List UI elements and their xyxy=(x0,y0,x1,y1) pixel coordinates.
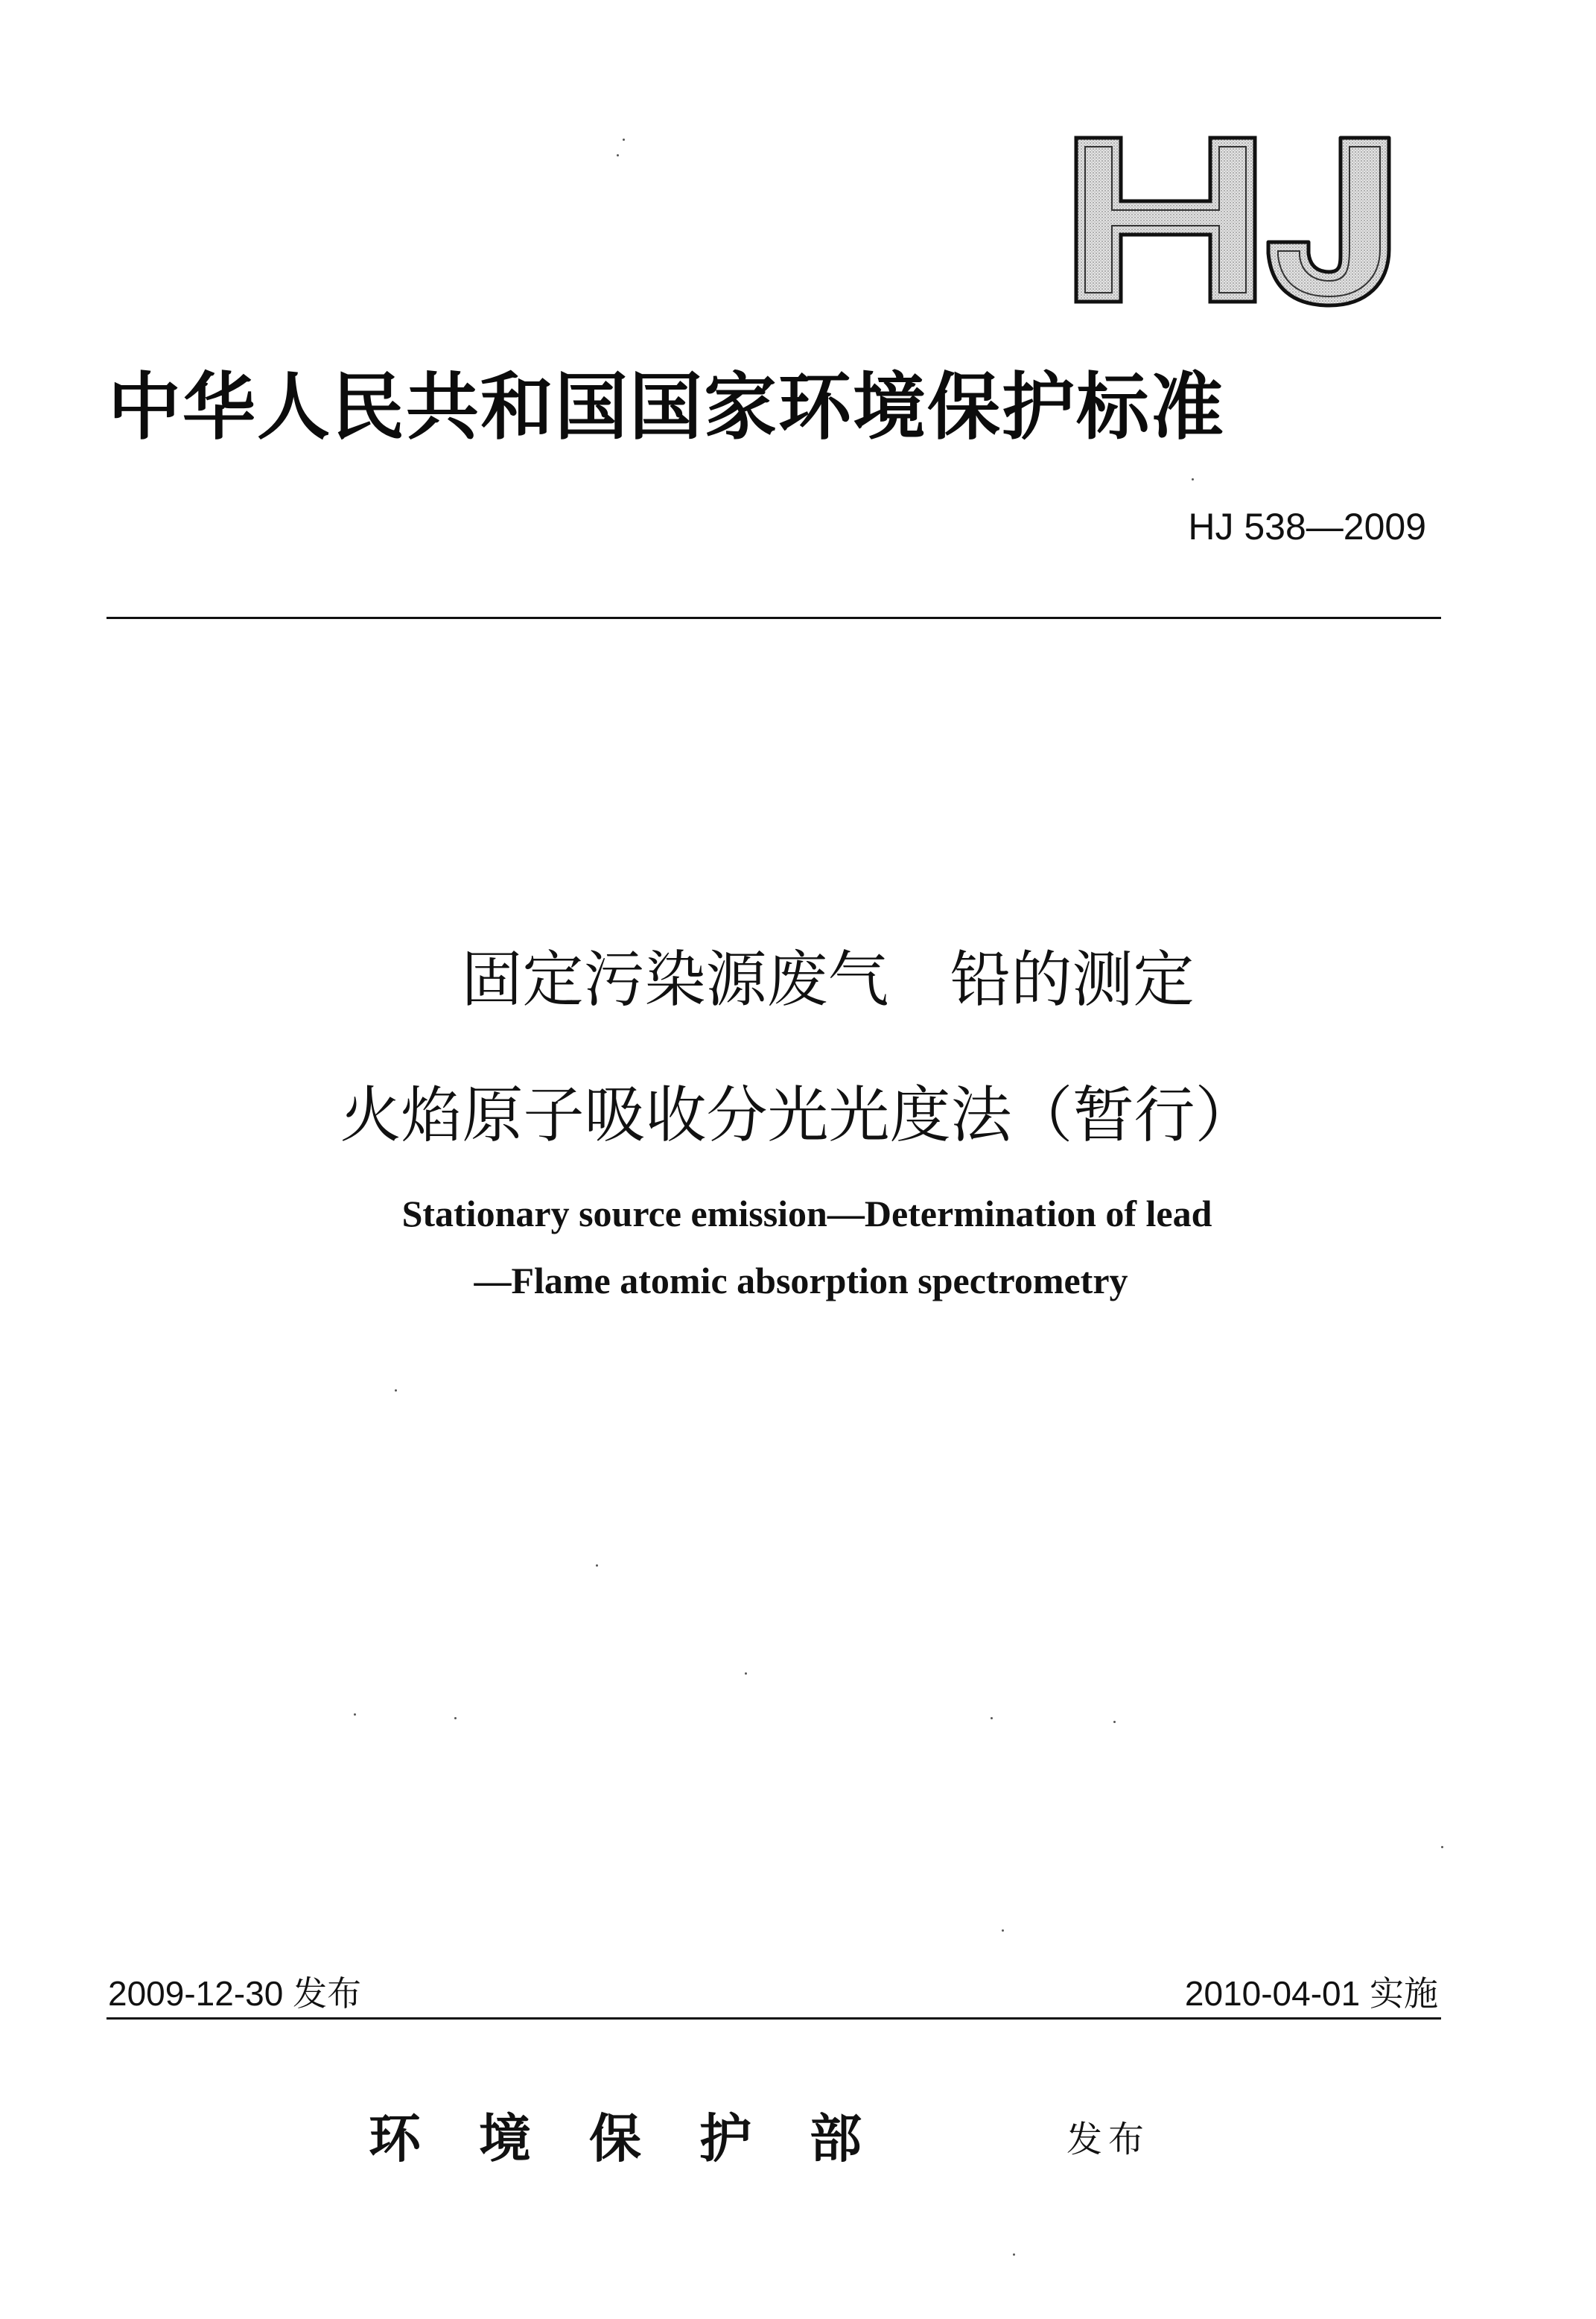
scan-speck xyxy=(354,1713,356,1716)
scan-speck xyxy=(745,1672,747,1675)
top-divider xyxy=(106,617,1441,619)
standard-number: HJ 538—2009 xyxy=(1188,506,1426,548)
scan-speck xyxy=(395,1389,397,1392)
scan-speck xyxy=(1192,478,1194,480)
publisher-suffix: 发布 xyxy=(1066,2119,1151,2160)
scan-speck xyxy=(617,154,619,156)
national-standard-title: 中华人民共和国国家环境保护标准 xyxy=(108,364,1226,450)
title-chinese-line-1: 固定污染源废气 铅的测定 xyxy=(461,945,1195,1015)
title-english-line-1: Stationary source emission—Determination of lead xyxy=(401,1193,1212,1234)
bottom-divider xyxy=(106,2017,1441,2020)
hj-standard-logo-icon xyxy=(1069,130,1396,309)
title-english-line-2: —Flame atomic absorption spectrometry xyxy=(474,1260,1128,1301)
scan-speck xyxy=(991,1717,993,1719)
scan-speck xyxy=(454,1717,457,1719)
scan-speck xyxy=(596,1564,598,1567)
scan-speck xyxy=(1013,2253,1015,2256)
scan-speck xyxy=(1113,1721,1116,1723)
scan-speck xyxy=(623,139,625,141)
title-chinese-line-2: 火焰原子吸收分光光度法（暂行） xyxy=(340,1080,1256,1151)
scan-speck xyxy=(1441,1846,1443,1848)
effective-date: 2010-04-01 实施 xyxy=(1184,1974,1438,2013)
publisher-name: 环境保护部 xyxy=(369,2107,920,2169)
issue-date: 2009-12-30 发布 xyxy=(108,1974,362,2013)
scan-speck xyxy=(1002,1929,1004,1932)
